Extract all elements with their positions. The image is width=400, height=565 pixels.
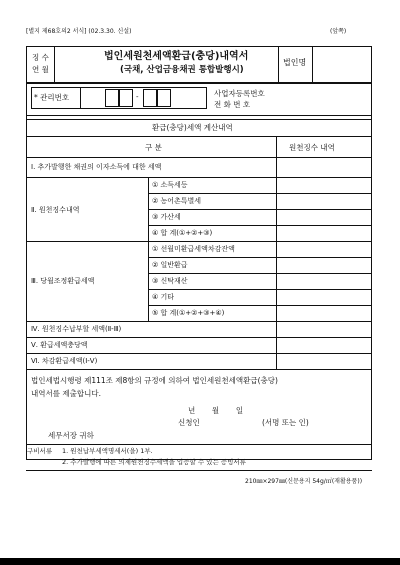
form-subtitle: (국채, 산업금융채권 통합발행시) bbox=[120, 65, 244, 75]
divider bbox=[148, 193, 372, 194]
row-refund-applied: Ⅴ. 환급세액충당액 bbox=[31, 341, 88, 349]
divider bbox=[148, 273, 372, 274]
month-label: 연 월 bbox=[32, 65, 49, 74]
refund-adjust-item: ① 선월미환급세액차감잔액 bbox=[152, 245, 235, 253]
divider bbox=[26, 241, 372, 242]
management-number-cell[interactable] bbox=[157, 89, 171, 107]
divider bbox=[148, 305, 372, 306]
management-number-cell[interactable] bbox=[119, 89, 133, 107]
business-number-label: 사업자등록번호 bbox=[214, 89, 265, 98]
refund-adjust-item: ② 일반환급 bbox=[152, 261, 188, 269]
withholding-item: ③ 가산세 bbox=[152, 213, 181, 221]
row-net-refund: Ⅵ. 차감환급세액(Ⅰ-Ⅴ) bbox=[31, 357, 98, 365]
declaration-text-line2: 내역서를 제출합니다. bbox=[31, 389, 101, 398]
refund-adjust-item: ④ 기타 bbox=[152, 293, 175, 301]
form-title: 법인세원천세액환급(충당)내역서 bbox=[104, 51, 249, 62]
divider bbox=[26, 136, 372, 137]
paper-spec: 210㎜×297㎜(신문용지 54g/㎡(재활용품)) bbox=[245, 478, 363, 485]
divider bbox=[26, 115, 372, 116]
divider bbox=[312, 46, 313, 82]
divider bbox=[26, 444, 372, 445]
refund-adjust-item: ③ 신탁재산 bbox=[152, 277, 188, 285]
divider bbox=[26, 157, 372, 158]
divider bbox=[26, 369, 372, 370]
attachments-label: 구비서류 bbox=[27, 447, 53, 455]
declaration-text-line1: 법인세법시행령 제111조 제8항의 규정에 의하여 법인세원천세액환급(충당) bbox=[31, 376, 278, 385]
recipient-label: 세무서장 귀하 bbox=[48, 431, 94, 440]
management-number-cell[interactable] bbox=[143, 89, 157, 107]
divider bbox=[26, 177, 372, 178]
divider bbox=[148, 257, 372, 258]
row-additional-issue-tax: Ⅰ. 추가발행한 채권의 이자소득에 대한 세액 bbox=[31, 163, 162, 171]
attachment-item: 2. 추가발행에 따른 의제원천징수세액을 입증할 수 있는 증빙서류 bbox=[62, 458, 246, 466]
divider bbox=[26, 470, 372, 471]
signature-label: (서명 또는 인) bbox=[262, 418, 309, 427]
refund-adjust-total: ⑤ 합 계(①+②+③+④) bbox=[152, 309, 225, 317]
applicant-label: 신청인 bbox=[178, 418, 200, 427]
management-number-dash: - bbox=[136, 93, 139, 101]
divider bbox=[148, 209, 372, 210]
corp-name-label: 법인명 bbox=[283, 58, 307, 67]
divider bbox=[26, 337, 372, 338]
refund-adjust-group-label: Ⅲ. 당월조정환급세액 bbox=[31, 277, 95, 285]
collection-label: 징 수 bbox=[32, 53, 49, 62]
divider bbox=[26, 353, 372, 354]
divider bbox=[54, 46, 55, 82]
divider bbox=[26, 119, 372, 120]
management-number-cell[interactable] bbox=[105, 89, 119, 107]
column-header-amount: 원천징수 내역 bbox=[289, 143, 335, 152]
withholding-total: ④ 합 계(①+②+③) bbox=[152, 229, 213, 237]
divider bbox=[276, 136, 277, 369]
withholding-item: ② 농어촌특별세 bbox=[152, 197, 202, 205]
divider bbox=[26, 82, 372, 84]
phone-label: 전 화 번 호 bbox=[214, 100, 251, 109]
divider bbox=[148, 289, 372, 290]
declaration-date: 년 월 일 bbox=[188, 406, 244, 415]
divider bbox=[148, 225, 372, 226]
page-bottom-bar bbox=[0, 558, 400, 565]
attachment-item: 1. 원천납부세액명세서(을) 1부. bbox=[62, 447, 153, 455]
divider bbox=[148, 241, 149, 321]
row-withholding-payable: Ⅳ. 원천징수납부할 세액(Ⅱ-Ⅲ) bbox=[31, 325, 122, 333]
divider bbox=[80, 87, 81, 109]
withholding-item: ① 소득세등 bbox=[152, 181, 188, 189]
column-header-item: 구 분 bbox=[145, 143, 162, 152]
management-number-label: * 관리번호 bbox=[34, 93, 70, 102]
form-number: [별지 제68호의2 서식] (02.3.30. 신설) bbox=[26, 28, 132, 35]
section-title: 환급(충당)세액 계산내역 bbox=[152, 123, 233, 132]
divider bbox=[26, 321, 372, 322]
front-mark: (앞쪽) bbox=[330, 28, 347, 35]
divider bbox=[278, 46, 279, 82]
withholding-group-label: Ⅱ. 원천징수내역 bbox=[31, 206, 80, 214]
